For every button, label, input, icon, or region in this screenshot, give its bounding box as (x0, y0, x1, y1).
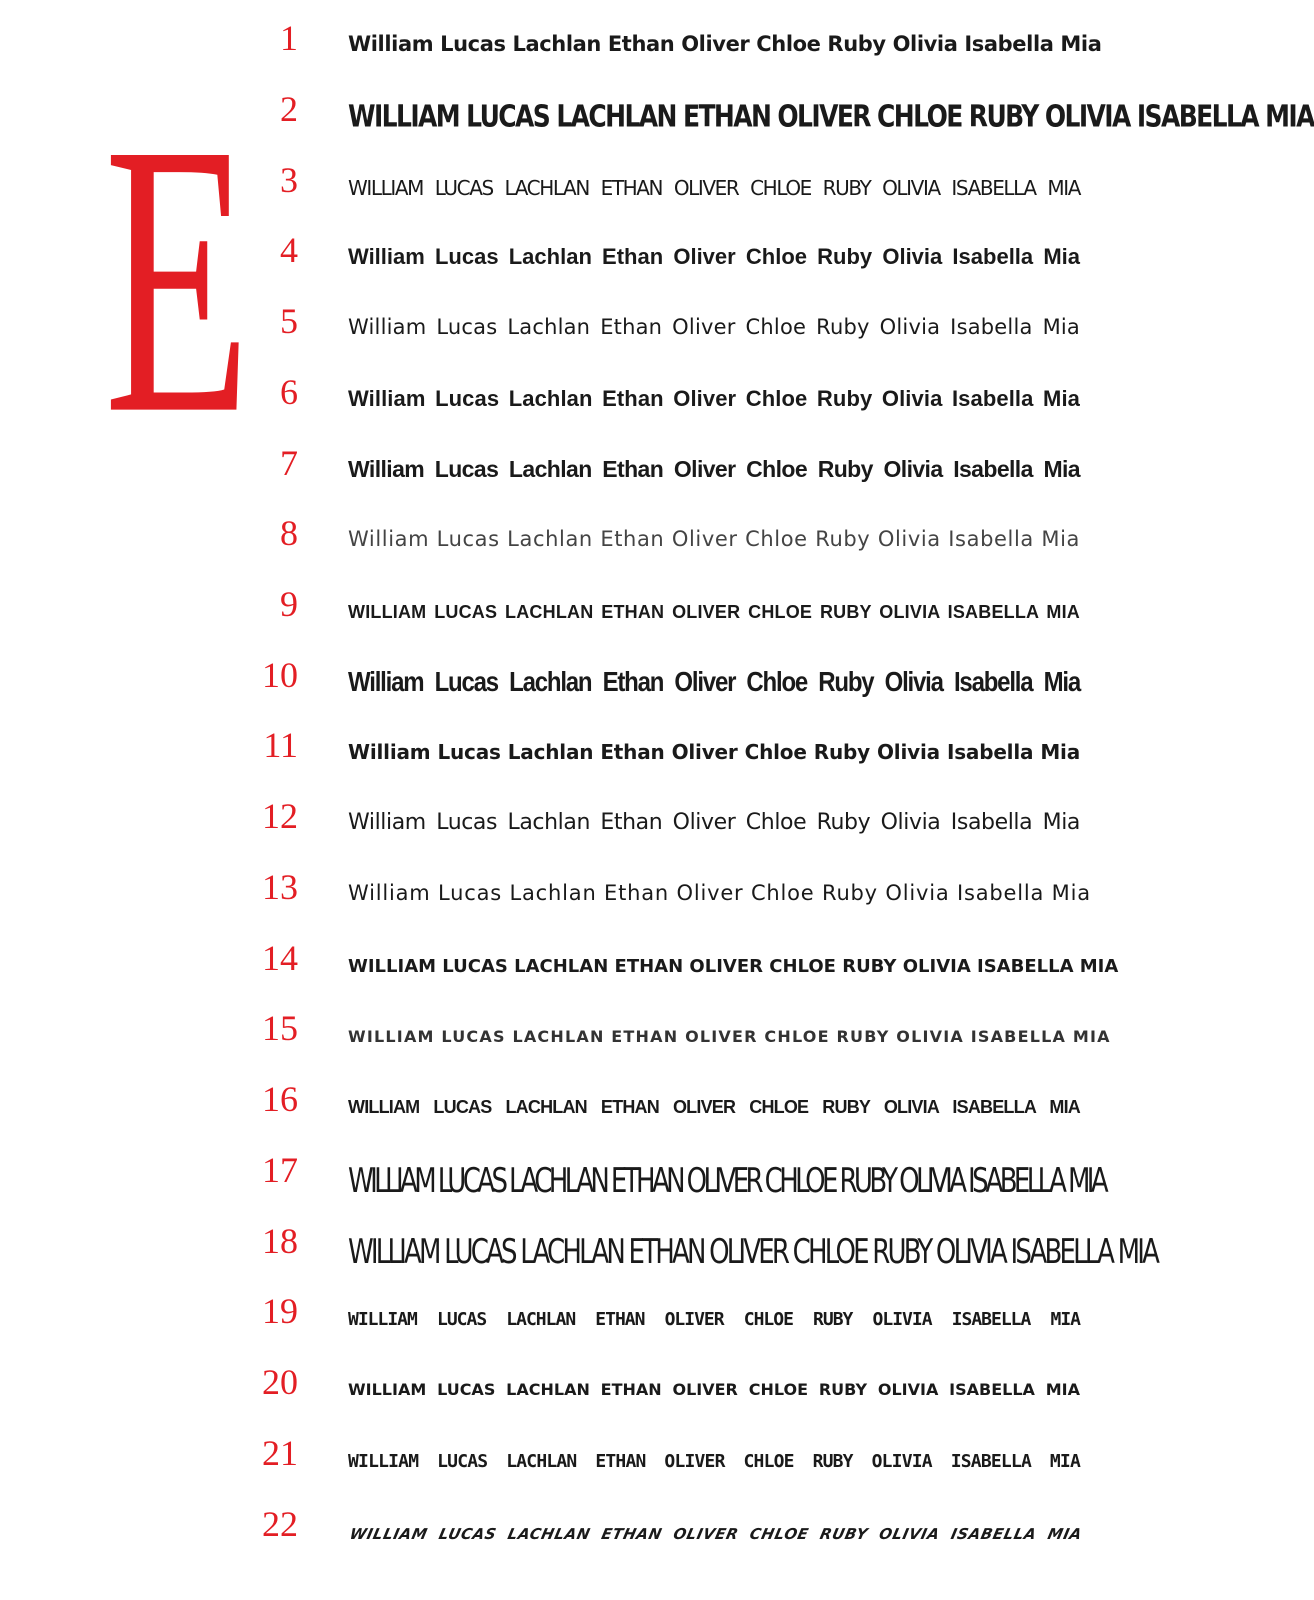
row-number: 14 (262, 938, 298, 978)
row-number: 2 (280, 89, 298, 129)
specimen-text: WILLIAM LUCAS LACHLAN ETHAN OLIVER CHLOE RUBY OLIVIA ISABELLA MIA (348, 176, 1080, 200)
row-number: 13 (262, 867, 298, 907)
specimen-row (250, 584, 1080, 644)
specimen-text: William Lucas Lachlan Ethan Oliver Chloe Ruby Olivia Isabella Mia (348, 244, 1080, 269)
row-number: 11 (263, 725, 298, 765)
specimen-text: William Lucas Lachlan Ethan Oliver Chloe Ruby Olivia Isabella Mia (348, 315, 1080, 339)
specimen-text: WILLIAM LUCAS LACHLAN ETHAN OLIVER CHLOE RUBY OLIVIA ISABELLA MIA (348, 1380, 1080, 1399)
row-number: 17 (262, 1150, 298, 1190)
specimen-text: WILLIAM LUCAS LACHLAN ETHAN OLIVER CHLOE RUBY OLIVIA ISABELLA MIA (348, 1233, 1158, 1272)
specimen-row (250, 89, 1314, 149)
specimen-row (250, 1079, 1080, 1139)
specimen-text: WILLIAM LUCAS LACHLAN ETHAN OLIVER CHLOE RUBY OLIVIA ISABELLA MIA (348, 1162, 1106, 1201)
specimen-text: WILLIAM LUCAS LACHLAN ETHAN OLIVER CHLOE RUBY OLIVIA ISABELLA MIA (348, 1097, 1080, 1117)
specimen-text: WILLIAM LUCAS LACHLAN ETHAN OLIVER CHLOE RUBY OLIVIA ISABELLA MIA (348, 99, 1314, 134)
specimen-text: WILLIAM LUCAS LACHLAN ETHAN OLIVER CHLOE RUBY OLIVIA ISABELLA MIA (348, 1525, 1084, 1543)
row-number: 12 (262, 796, 298, 836)
specimen-text: William Lucas Lachlan Ethan Oliver Chloe Ruby Olivia Isabella Mia (348, 740, 1080, 764)
row-number: 19 (262, 1291, 298, 1331)
specimen-text: William Lucas Lachlan Ethan Oliver Chloe Ruby Olivia Isabella Mia (348, 667, 1080, 699)
specimen-text: William Lucas Lachlan Ethan Oliver Chloe Ruby Olivia Isabella Mia (348, 881, 1091, 905)
specimen-row (250, 1504, 1084, 1564)
row-number: 7 (280, 443, 298, 483)
specimen-row (250, 867, 1091, 927)
row-number: 15 (262, 1008, 298, 1048)
row-number: 22 (262, 1504, 298, 1544)
row-number: 9 (280, 584, 298, 624)
row-number: 1 (280, 18, 298, 58)
specimen-row (250, 443, 1080, 503)
row-number: 18 (262, 1221, 298, 1261)
specimen-text: WILLIAM LUCAS LACHLAN ETHAN OLIVER CHLOE RUBY OLIVIA ISABELLA MIA (348, 1451, 1080, 1472)
specimen-text: WILLIAM LUCAS LACHLAN ETHAN OLIVER CHLOE RUBY OLIVIA ISABELLA MIA (348, 1027, 1111, 1046)
specimen-row (250, 18, 1102, 78)
specimen-text: William Lucas Lachlan Ethan Oliver Chloe Ruby Olivia Isabella Mia (348, 456, 1080, 482)
specimen-text: William Lucas Lachlan Ethan Oliver Chloe Ruby Olivia Isabella Mia (348, 386, 1080, 411)
specimen-row (250, 796, 1080, 856)
row-number: 8 (280, 513, 298, 553)
row-number: 3 (280, 160, 298, 200)
specimen-text: WILLIAM LUCAS LACHLAN ETHAN OLIVER CHLOE RUBY OLIVIA ISABELLA MIA (348, 602, 1080, 622)
row-number: 5 (280, 301, 298, 341)
specimen-row (250, 655, 1080, 715)
specimen-row (250, 1221, 1158, 1281)
specimen-text: WILLIAM LUCAS LACHLAN ETHAN OLIVER CHLOE RUBY OLIVIA ISABELLA MIA (348, 956, 1119, 977)
specimen-row (250, 938, 1119, 998)
specimen-text: William Lucas Lachlan Ethan Oliver Chloe Ruby Olivia Isabella Mia (348, 32, 1102, 56)
row-number: 16 (262, 1079, 298, 1119)
row-number: 20 (262, 1362, 298, 1402)
initial-letter: E (104, 62, 245, 494)
row-number: 21 (262, 1433, 298, 1473)
specimen-text: William Lucas Lachlan Ethan Oliver Chloe Ruby Olivia Isabella Mia (348, 527, 1080, 551)
specimen-row (250, 1150, 1106, 1210)
specimen-row (250, 160, 1080, 220)
specimen-row (250, 372, 1080, 432)
specimen-row (250, 230, 1080, 290)
specimen-row (250, 1008, 1111, 1068)
specimen-row (250, 1433, 1080, 1493)
specimen-text: William Lucas Lachlan Ethan Oliver Chloe Ruby Olivia Isabella Mia (348, 810, 1080, 835)
row-number: 6 (280, 372, 298, 412)
specimen-row (250, 301, 1080, 361)
specimen-row (250, 725, 1080, 785)
specimen-row (250, 1291, 1080, 1351)
specimen-row (250, 1362, 1080, 1422)
specimen-row (250, 513, 1080, 573)
specimen-text: WILLIAM LUCAS LACHLAN ETHAN OLIVER CHLOE RUBY OLIVIA ISABELLA MIA (348, 1309, 1080, 1330)
row-number: 4 (280, 230, 298, 270)
row-number: 10 (262, 655, 298, 695)
